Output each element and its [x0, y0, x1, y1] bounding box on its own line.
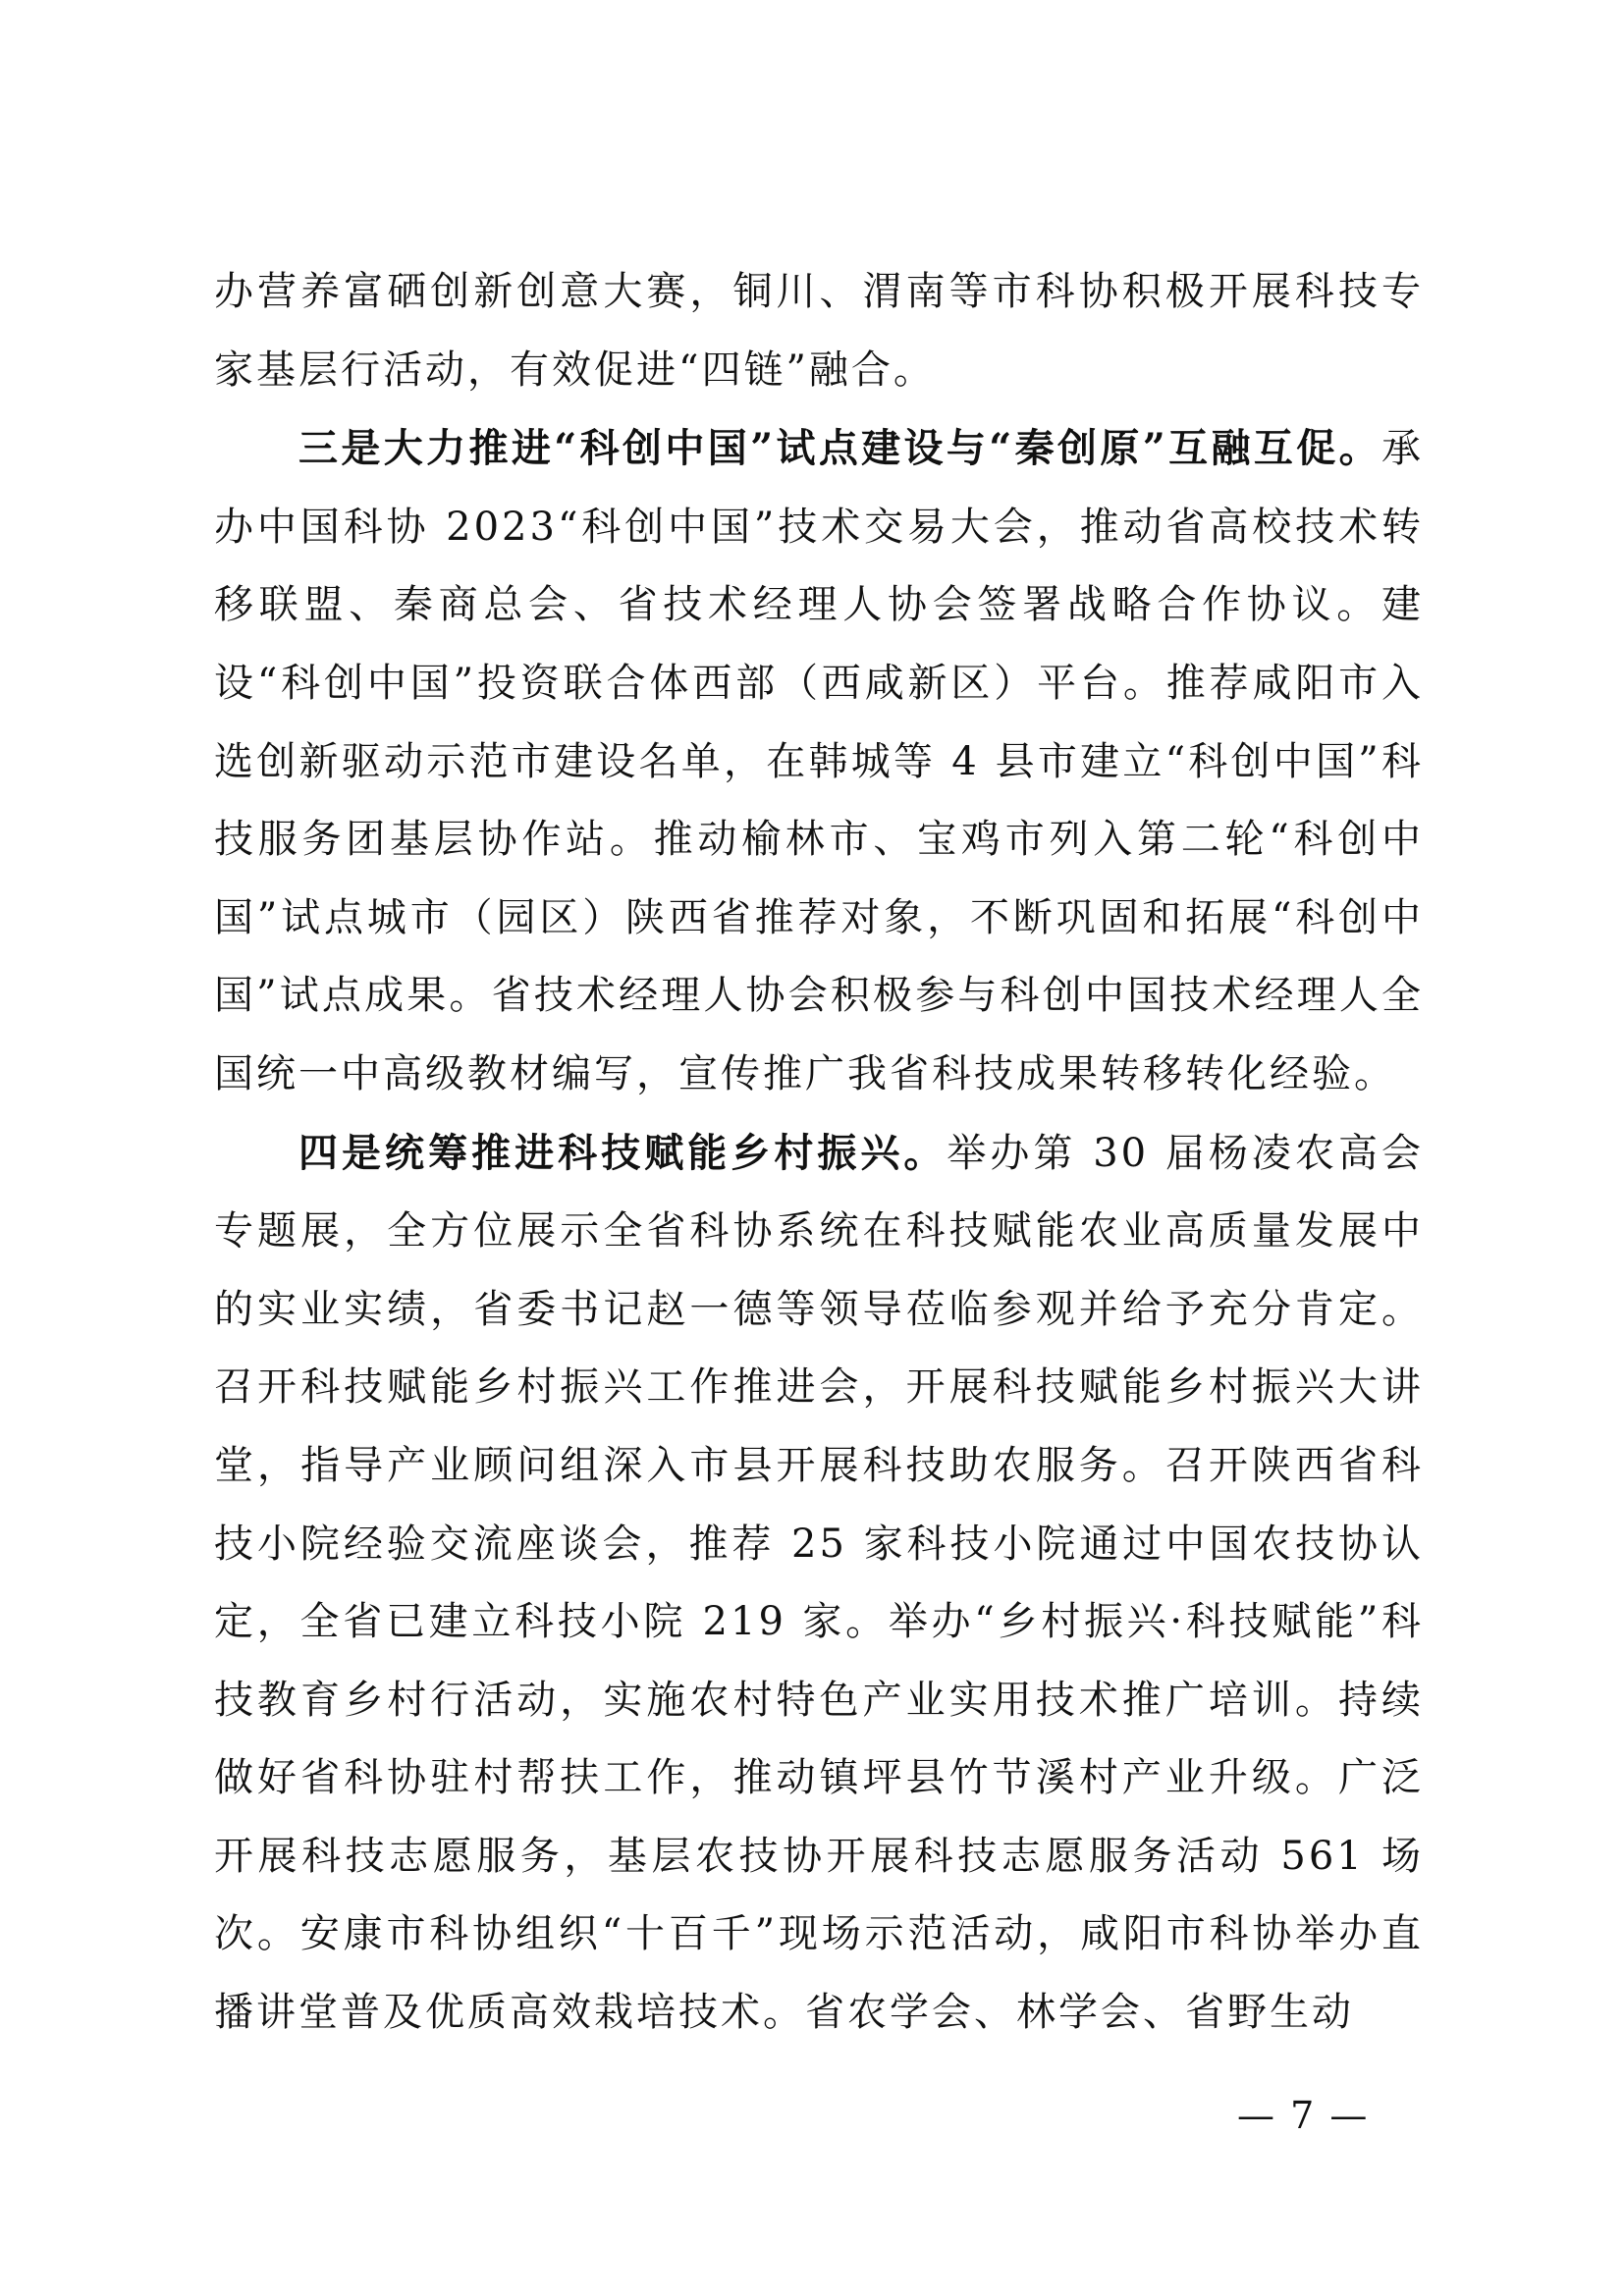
page-number: — 7 — [1237, 2094, 1370, 2137]
paragraph-3-heading: 四是统筹推进科技赋能乡村振兴。 [298, 1129, 947, 1176]
body-text [214, 253, 1424, 2053]
paragraph-2 [214, 409, 1424, 1113]
paragraph-2-heading: 三是大力推进“科创中国”试点建设与“秦创原”互融互促。 [298, 425, 1381, 472]
paragraph-3-text: 举办第 30 届杨凌农高会专题展，全方位展示全省科协系统在科技赋能农业高质量发展中的实业实绩，省委书记赵一德等领导莅临参观并给予充分肯定。召开科技赋能乡村振兴工作推进会，开展科技赋能乡村振兴大讲堂，指导产业顾问组深入市县开展科技助农服务。召开陕西省科技小院经验交流座谈会，推荐 25 家科技小院通过中国农技协认定，全省已建立科技小院 219 家。举办“乡村振兴·科技赋能”科技教育乡村行活动，实施农村特色产业实用技术推广培训。持续做好省科协驻村帮扶工作，推动镇坪县竹节溪村产业升级。广泛开展科技志愿服务，基层农技协开展科技志愿服务活动 561 场次。安康市科协组织“十百千”现场示范活动，咸阳市科协举办直播讲堂普及优质高效栽培技术。省农学会、林学会、省野生动 [214, 1130, 1425, 2036]
paragraph-3 [214, 1114, 1424, 2053]
paragraph-1-text: 办营养富硒创新创意大赛，铜川、渭南等市科协积极开展科技专家基层行活动，有效促进“四链”融合。 [214, 269, 1424, 393]
paragraph-2-text: 承办中国科协 2023“科创中国”技术交易大会，推动省高校技术转移联盟、秦商总会、省技术经理人协会签署战略合作协议。建设“科创中国”投资联合体西部（西咸新区）平台。推荐咸阳市入选创新驱动示范市建设名单，在韩城等 4 县市建立“科创中国”科技服务团基层协作站。推动榆林市、宝鸡市列入第二轮“科创中国”试点城市（园区）陕西省推荐对象，不断巩固和拓展“科创中国”试点成果。省技术经理人协会积极参与科创中国技术经理人全国统一中高级教材编写，宣传推广我省科技成果转移转化经验。 [214, 426, 1424, 1096]
paragraph-1 [214, 253, 1424, 409]
